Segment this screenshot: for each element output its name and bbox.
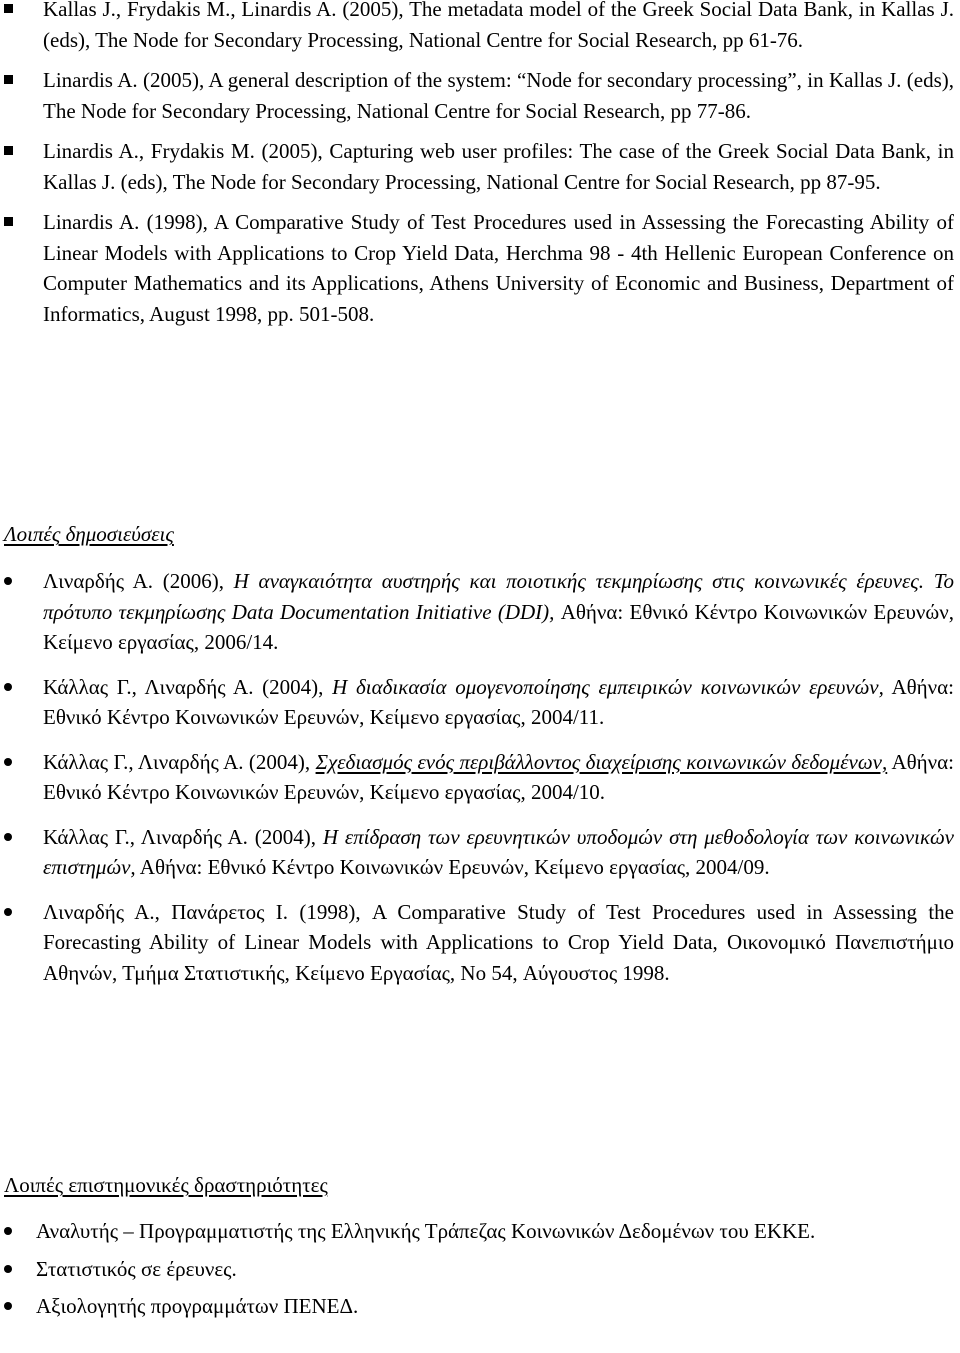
reference-text: Kallas J., Frydakis M., Linardis A. (2005), The metadata model of the Greek Social Data Bank, in Kallas J. (eds), The Node for Secondary Processing, National Centre for Social Research, pp 61-76. [43, 0, 954, 52]
publication-title: Η αναγκαιότητα αυστηρής και ποιοτικής τεκμηρίωσης στις κοινωνικές έρευνες. Το πρότυπο τεκμηρίωσης Data Documentation Initiative (DDI), [43, 569, 954, 624]
publication-details: Αθήνα: Εθνικό Κέντρο Κοινωνικών Ερευνών, Κείμενο εργασίας, 2004/09. [135, 855, 770, 879]
round-bullet-icon [4, 577, 12, 585]
square-bullet-icon [4, 75, 13, 84]
publication-details: Αθήνα: Εθνικό Κέντρο Κοινωνικών Ερευνών, Κείμενο εργασίας, 2006/14. [43, 599, 954, 654]
square-bullet-icon [4, 217, 13, 226]
round-bullet-icon [4, 908, 12, 916]
publication-item [0, 566, 960, 658]
round-bullet-icon [4, 1227, 12, 1235]
round-bullet-icon [4, 683, 12, 691]
publication-title: Η επίδραση των ερευνητικών υποδομών στη μεθοδολογία των κοινωνικών επιστημών, [43, 824, 954, 879]
publication-authors: Κάλλας Γ., Λιναρδής Α. (2004), [43, 824, 323, 849]
publication-item [0, 747, 960, 808]
section-heading-other-activities: Λοιπές επιστημονικές δραστηριότητες [4, 1173, 328, 1197]
activity-item [0, 1254, 960, 1285]
reference-text: Linardis A. (2005), A general description of the system: “Node for secondary processing”, in Kallas J. (eds), The Node for Secondary Processing, National Centre for Social Research, pp 77-86. [43, 68, 954, 123]
activity-item [0, 1291, 960, 1322]
reference-text: Linardis A. (1998), A Comparative Study of Test Procedures used in Assessing the Forecasting Ability of Linear Models with Applications to Crop Yield Data, Herchma 98 - 4th Hellenic European Conference on Computer Mathematics and its Applications, Athens University of Economic and Business, Department of Informatics, August 1998, pp. 501-508. [43, 210, 954, 326]
publication-title: Η διαδικασία ομογενοποίησης εμπειρικών κοινωνικών ερευνών, [332, 674, 884, 699]
publication-details: Αθήνα: Εθνικό Κέντρο Κοινωνικών Ερευνών, Κείμενο εργασίας, 2004/11. [43, 674, 954, 729]
publication-authors: Κάλλας Γ., Λιναρδής Α. (2004), [43, 674, 333, 699]
publication-details: Αθήνα: Εθνικό Κέντρο Κοινωνικών Ερευνών, Κείμενο εργασίας, 2004/10. [43, 749, 954, 804]
activity-text: Στατιστικός σε έρευνες. [36, 1256, 237, 1281]
round-bullet-icon [4, 758, 12, 766]
round-bullet-icon [4, 1302, 12, 1310]
reference-item [0, 207, 960, 329]
english-references-list [0, 0, 960, 329]
round-bullet-icon [4, 1265, 12, 1273]
publication-item [0, 672, 960, 733]
activity-text: Αξιολογητής προγραμμάτων ΠΕΝΕΔ. [36, 1294, 359, 1318]
activity-text: Αναλυτής – Προγραμματιστής της Ελληνικής Τράπεζας Κοινωνικών Δεδομένων του ΕΚΚΕ. [36, 1219, 816, 1243]
reference-item [0, 65, 960, 126]
publication-text: Λιναρδής Α., Πανάρετος Ι. (1998), A Comparative Study of Test Procedures used in Assessing the Forecasting Ability of Linear Models with Applications to Crop Yield Data, Οικονομικό Πανεπιστήμιο Αθηνών, Τμήμα Στατιστικής, Κείμενο Εργασίας, No 54, Αύγουστος 1998. [43, 899, 954, 985]
square-bullet-icon [4, 4, 13, 13]
section-heading-other-publications: Λοιπές δημοσιεύσεις [4, 522, 174, 546]
other-publications-list [0, 566, 960, 988]
publication-item [0, 822, 960, 883]
publication-authors: Λιναρδής Α. (2006), [43, 569, 234, 593]
publication-title: Σχεδιασμός ενός περιβάλλοντος διαχείρισης κοινωνικών δεδομένων, [315, 749, 888, 774]
reference-text: Linardis A., Frydakis M. (2005), Capturing web user profiles: The case of the Greek Social Data Bank, in Kallas J. (eds), The Node for Secondary Processing, National Centre for Social Research, pp 87-95. [43, 139, 954, 194]
publication-item [0, 897, 960, 989]
reference-item [0, 0, 960, 55]
round-bullet-icon [4, 833, 12, 841]
other-activities-list [0, 1216, 960, 1322]
reference-item [0, 136, 960, 197]
publication-authors: Κάλλας Γ., Λιναρδής Α. (2004), [43, 749, 316, 774]
square-bullet-icon [4, 146, 13, 155]
activity-item [0, 1216, 960, 1247]
